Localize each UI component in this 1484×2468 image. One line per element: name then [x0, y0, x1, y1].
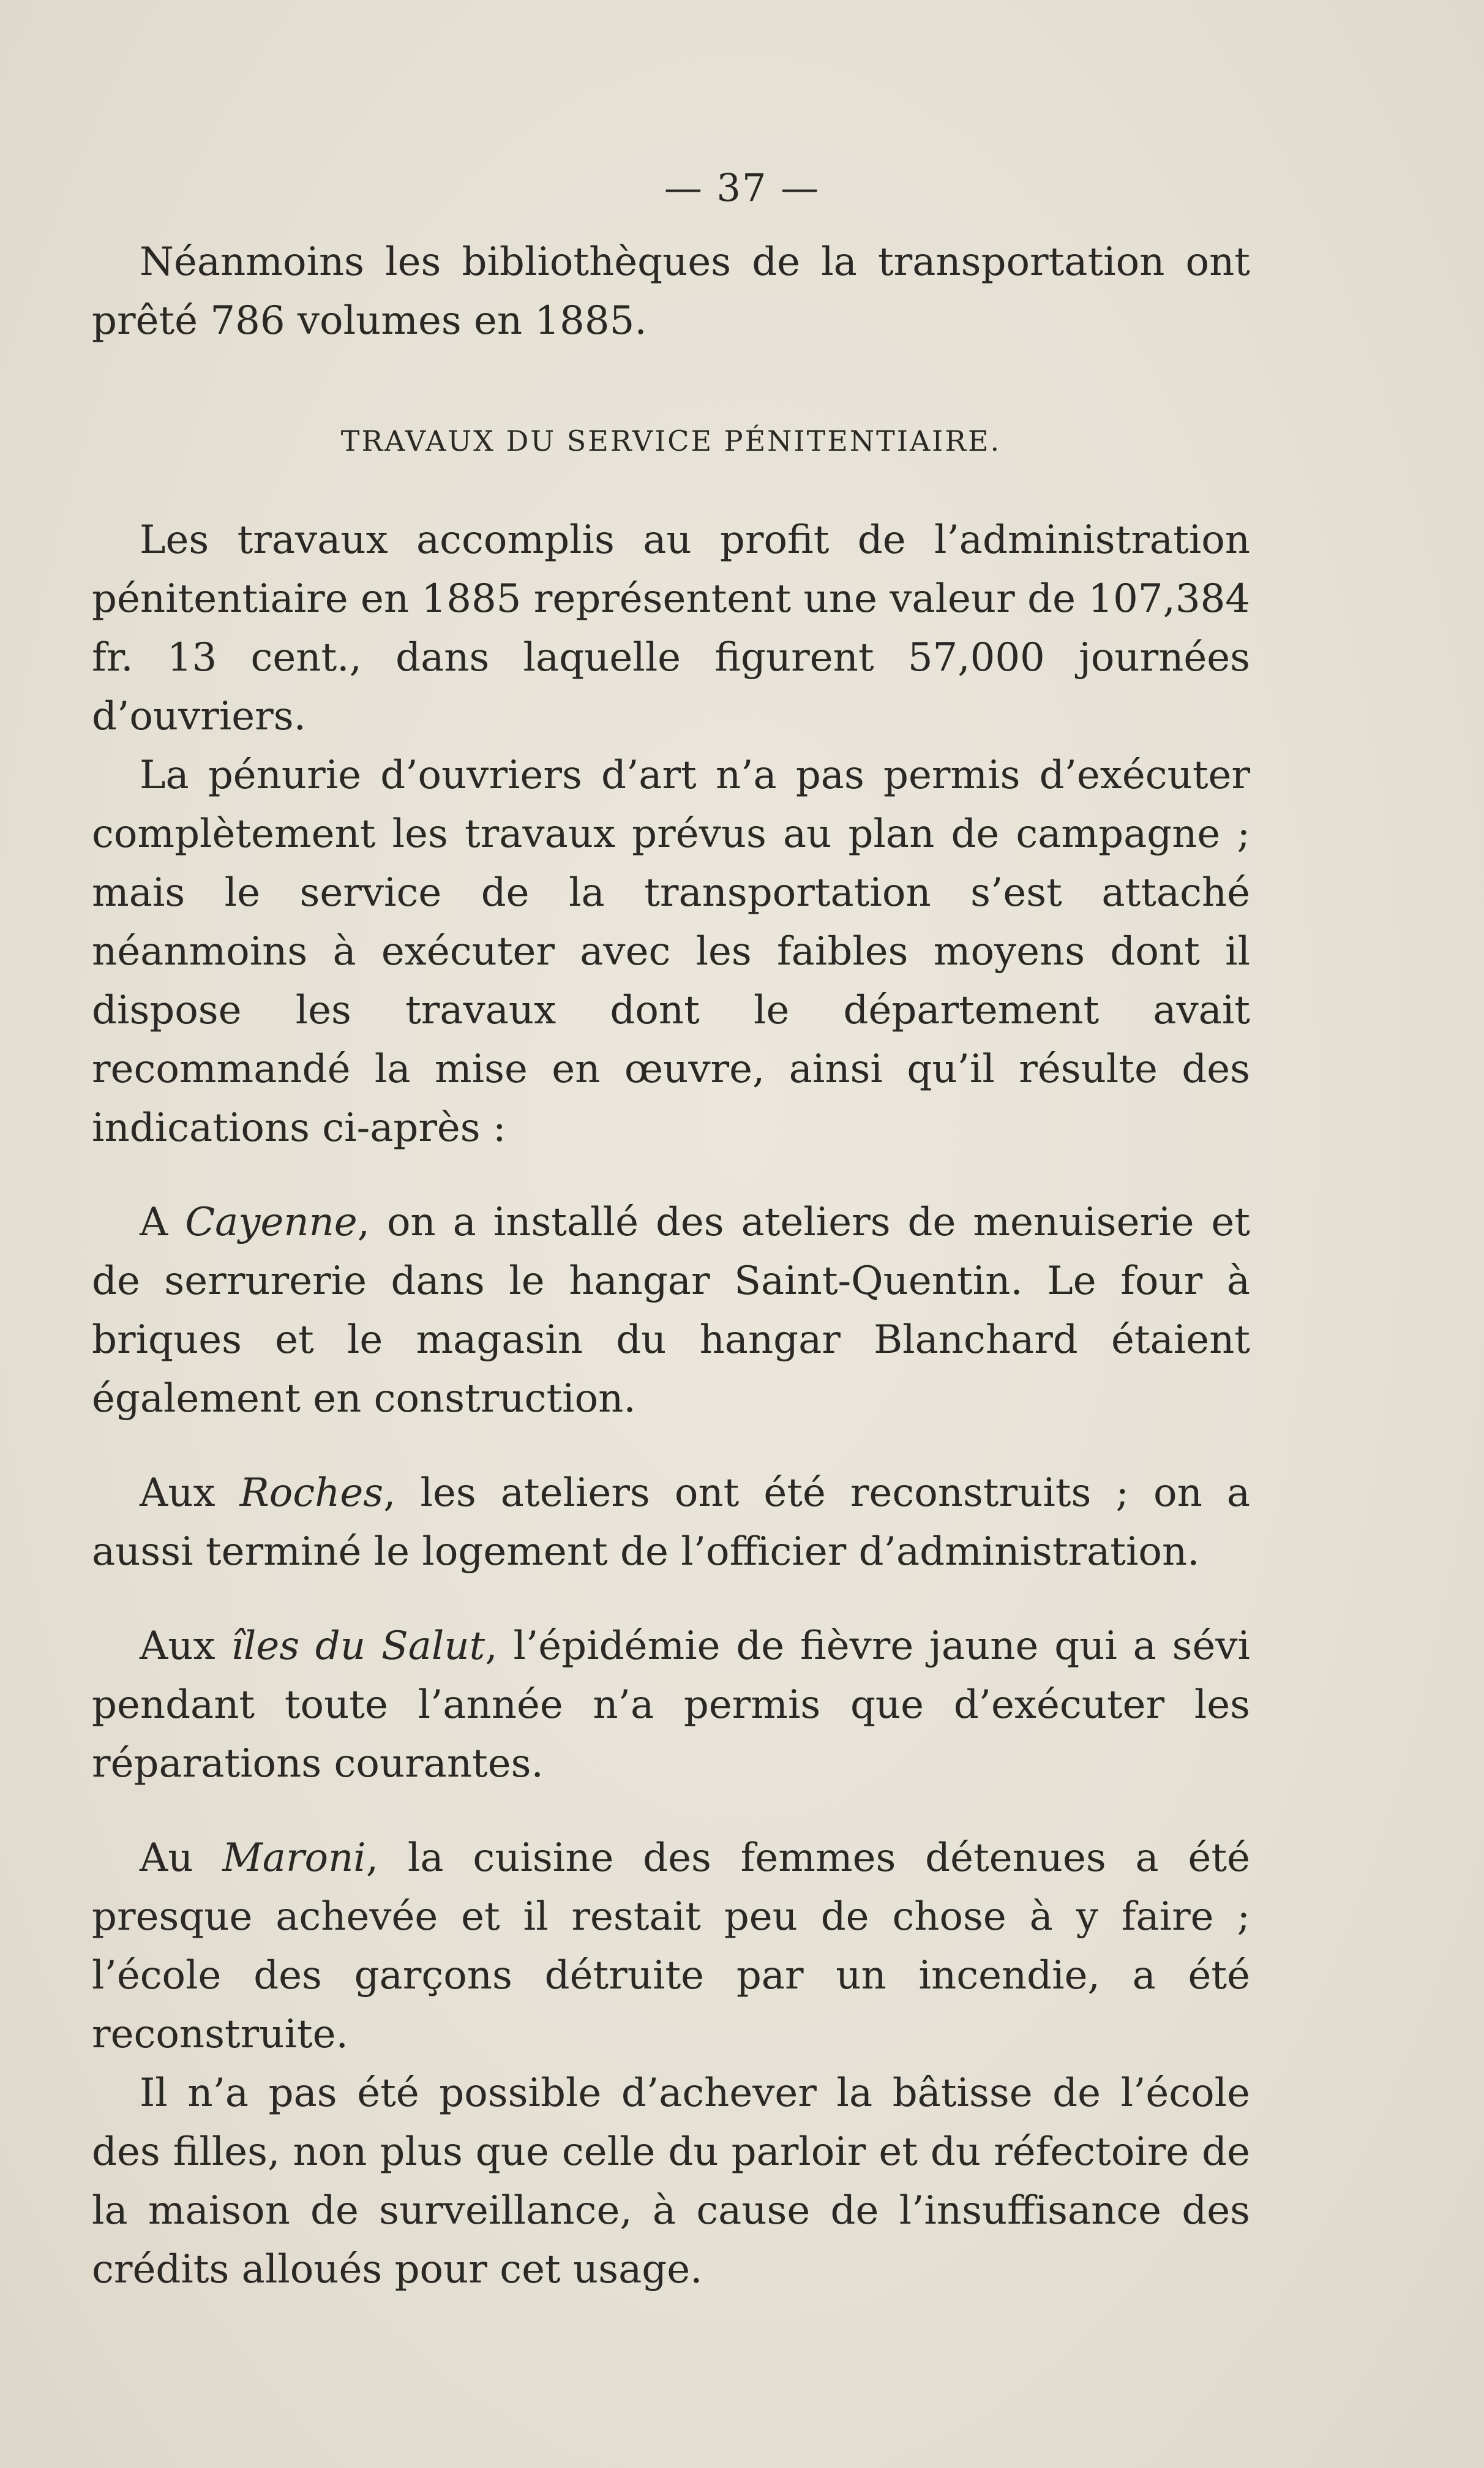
- body-text: [92, 233, 1250, 2299]
- paragraph-penurie: La pénurie d’ouvriers d’art n’a pas permis d’exécuter complètement les travaux prévus au plan de campagne ; mais le service de la transportation s’est attaché néanmoins à exécuter avec les faibles moyens dont il dispose les travaux dont le département avait recommandé la mise en œuvre, ainsi qu’il résulte des indications ci-après :: [92, 753, 1250, 1151]
- place-name-roches: Roches: [239, 1470, 384, 1516]
- paragraph-iles-post: , l’épidémie de fièvre jaune qui a sévi pendant toute l’année n’a permis que d’exécuter les réparations courantes.: [92, 1623, 1251, 1786]
- paragraph-travaux: Les travaux accomplis au profit de l’administration pénitentiaire en 1885 représentent une valeur de 107,384 fr. 13 cent., dans laquelle figurent 57,000 journées d’ouvriers.: [92, 517, 1250, 739]
- paragraph-cayenne-pre: A: [140, 1200, 186, 1245]
- paragraph-iles-pre: Aux: [140, 1623, 231, 1669]
- page-number: — 37 —: [664, 165, 820, 210]
- paragraph-cayenne: [92, 1193, 1250, 1428]
- place-name-maroni: Maroni: [222, 1835, 366, 1881]
- section-heading: TRAVAUX DU SERVICE PÉNITENTIAIRE.: [340, 424, 1002, 457]
- paragraph-ecole-des-filles: Il n’a pas été possible d’achever la bâtisse de l’école des filles, non plus que celle du parloir et du réfectoire de la maison de surveillance, à cause de l’insuffisance des crédits alloués pour cet usage.: [92, 2071, 1250, 2292]
- paragraph-bibliotheques: Néanmoins les bibliothèques de la transportation ont prêté 786 volumes en 1885.: [92, 239, 1250, 344]
- place-name-cayenne: Cayenne: [185, 1200, 358, 1245]
- place-name-iles-du-salut: îles du Salut: [231, 1623, 485, 1669]
- paragraph-cayenne-post: , on a installé des ateliers de menuiserie et de serrurerie dans le hangar Saint-Quentin. Le four à briques et le magasin du hangar Blanchard étaient également en construction.: [92, 1200, 1251, 1421]
- paragraph-maroni-post: , la cuisine des femmes détenues a été presque achevée et il restait peu de chose à y faire ; l’école des garçons détruite par un incendie, a été reconstruite.: [92, 1835, 1251, 2057]
- paragraph-roches-post: , les ateliers ont été reconstruits ; on a aussi terminé le logement de l’officier d’administration.: [92, 1470, 1250, 1574]
- paragraph-iles-du-salut: [92, 1617, 1250, 1793]
- paragraph-roches-pre: Aux: [140, 1470, 240, 1516]
- paragraph-maroni: [92, 1829, 1250, 2064]
- paragraph-maroni-pre: Au: [140, 1835, 223, 1881]
- paragraph-roches: [92, 1464, 1250, 1581]
